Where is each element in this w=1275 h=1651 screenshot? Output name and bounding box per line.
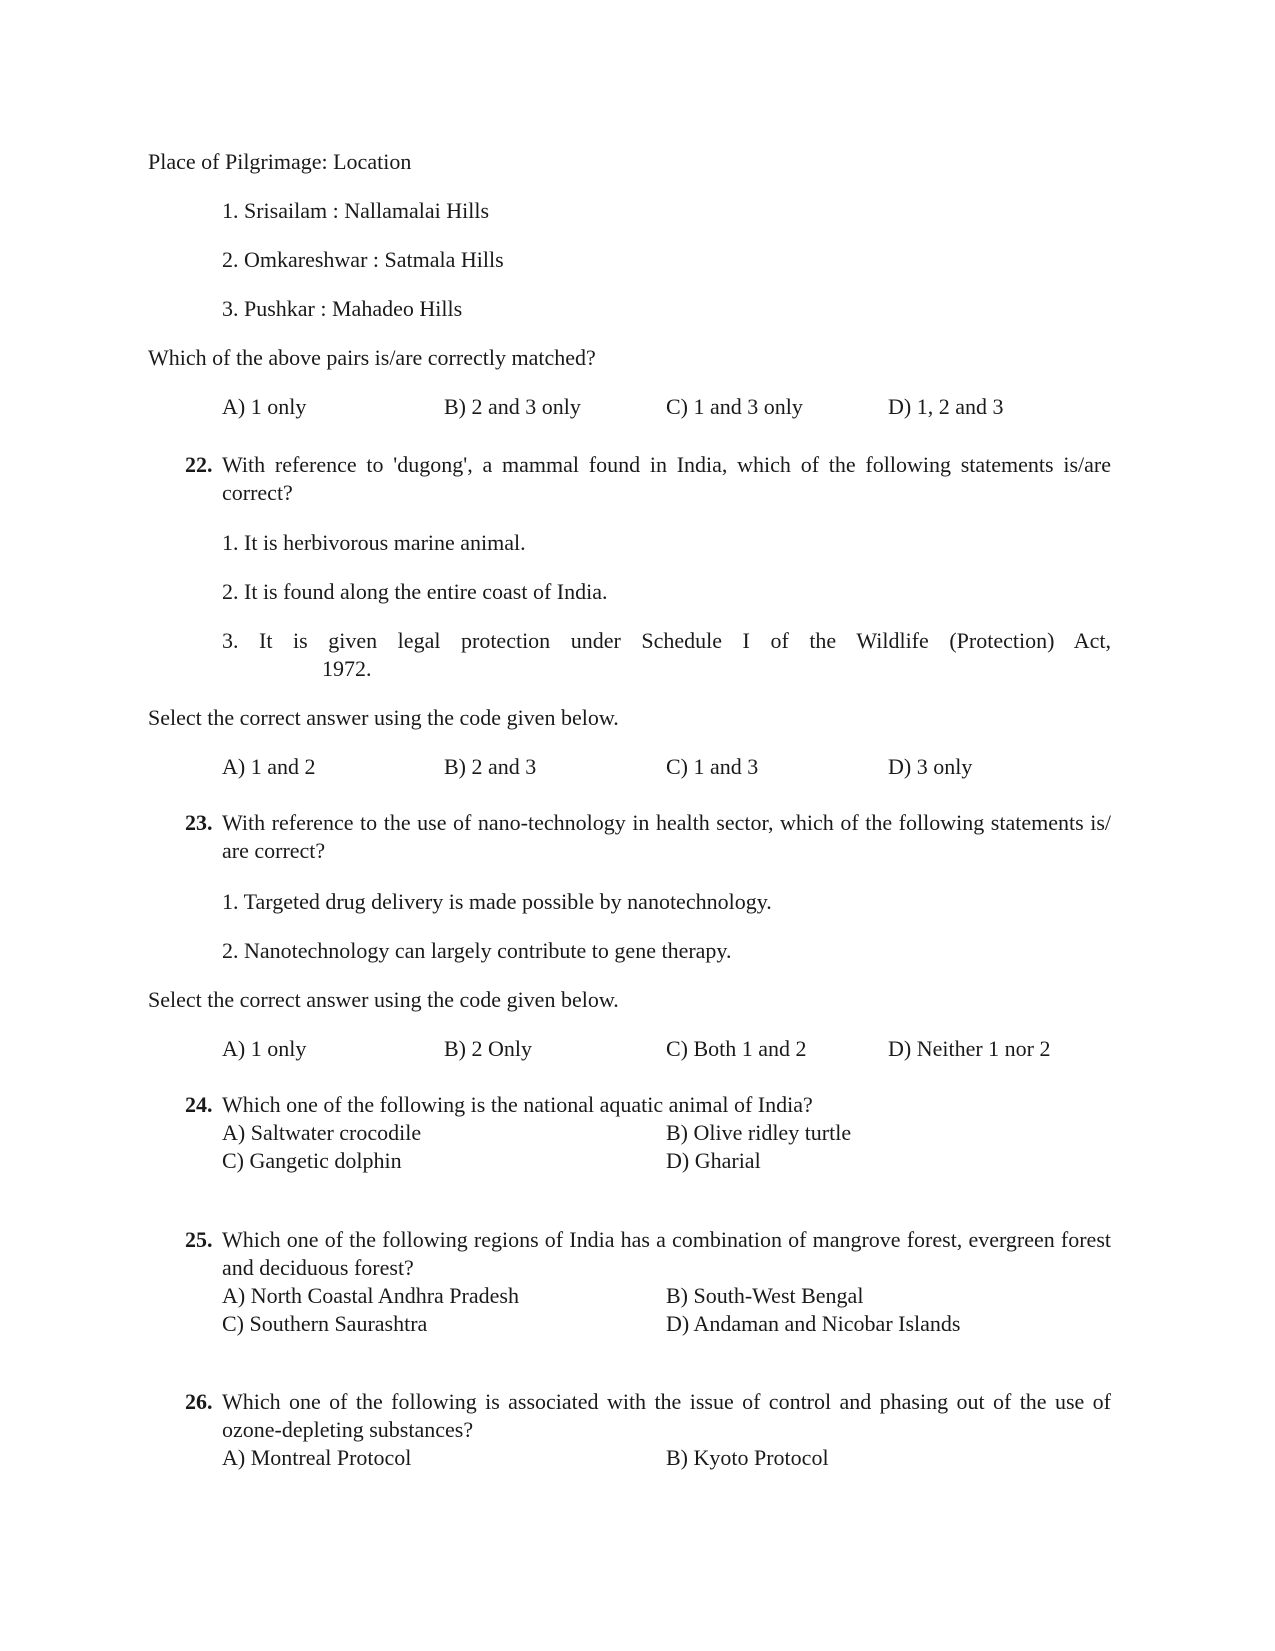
q26-text: Which one of the following is associated with the issue of control and phasing out of the use of ozone-depleting substances? — [222, 1389, 1111, 1442]
q22-prompt: Select the correct answer using the code given below. — [148, 705, 619, 730]
q24-text: Which one of the following is the national aquatic animal of India? — [222, 1092, 813, 1117]
q26-option-a: A) Montreal Protocol — [222, 1445, 412, 1470]
q21-item-3: 3. Pushkar : Mahadeo Hills — [222, 296, 463, 321]
q25-text: Which one of the following regions of India has a combination of mangrove forest, evergreen forest and deciduous forest? — [222, 1227, 1111, 1280]
q23-option-c: C) Both 1 and 2 — [666, 1036, 807, 1061]
q22-item-3: 3. It is given legal protection under Schedule I of the Wildlife (Protection) Act, — [222, 628, 1111, 653]
q21-option-a: A) 1 only — [222, 394, 307, 419]
q21-option-c: C) 1 and 3 only — [666, 394, 803, 419]
q21-option-d: D) 1, 2 and 3 — [888, 394, 1004, 419]
q24-option-d: D) Gharial — [666, 1148, 761, 1173]
q22-number: 22. — [185, 452, 213, 477]
q22-item-1: 1. It is herbivorous marine animal. — [222, 530, 526, 555]
q26-number: 26. — [185, 1389, 213, 1414]
q24-option-a: A) Saltwater crocodile — [222, 1120, 422, 1145]
q24-option-c: C) Gangetic dolphin — [222, 1148, 402, 1173]
q25-number: 25. — [185, 1227, 213, 1252]
q23-text: With reference to the use of nano-technology in health sector, which of the following statements is/ are correct? — [222, 810, 1111, 863]
q23-option-a: A) 1 only — [222, 1036, 307, 1061]
q24-option-b: B) Olive ridley turtle — [666, 1120, 852, 1145]
q21-item-1: 1. Srisailam : Nallamalai Hills — [222, 198, 490, 223]
q22-text: With reference to 'dugong', a mammal found in India, which of the following statements is/are correct? — [222, 452, 1111, 505]
q21-heading: Place of Pilgrimage: Location — [148, 149, 412, 174]
q22-option-a: A) 1 and 2 — [222, 754, 316, 779]
q25-option-d: D) Andaman and Nicobar Islands — [666, 1311, 961, 1336]
q26-option-b: B) Kyoto Protocol — [666, 1445, 829, 1470]
q22-option-c: C) 1 and 3 — [666, 754, 759, 779]
q24-number: 24. — [185, 1092, 213, 1117]
q23-number: 23. — [185, 810, 213, 835]
q25-option-c: C) Southern Saurashtra — [222, 1311, 428, 1336]
q23-option-d: D) Neither 1 nor 2 — [888, 1036, 1051, 1061]
q23-item-2: 2. Nanotechnology can largely contribute to gene therapy. — [222, 938, 732, 963]
q23-prompt: Select the correct answer using the code given below. — [148, 987, 619, 1012]
q22-option-d: D) 3 only — [888, 754, 973, 779]
q25-option-b: B) South-West Bengal — [666, 1283, 864, 1308]
q22-item-3-continued: 1972. — [322, 656, 372, 681]
q23-item-1: 1. Targeted drug delivery is made possible by nanotechnology. — [222, 889, 772, 914]
q25-option-a: A) North Coastal Andhra Pradesh — [222, 1283, 519, 1308]
q21-option-b: B) 2 and 3 only — [444, 394, 581, 419]
q22-item-2: 2. It is found along the entire coast of India. — [222, 579, 608, 604]
q22-option-b: B) 2 and 3 — [444, 754, 537, 779]
q21-prompt: Which of the above pairs is/are correctly matched? — [148, 345, 596, 370]
q21-item-2: 2. Omkareshwar : Satmala Hills — [222, 247, 504, 272]
q23-option-b: B) 2 Only — [444, 1036, 532, 1061]
